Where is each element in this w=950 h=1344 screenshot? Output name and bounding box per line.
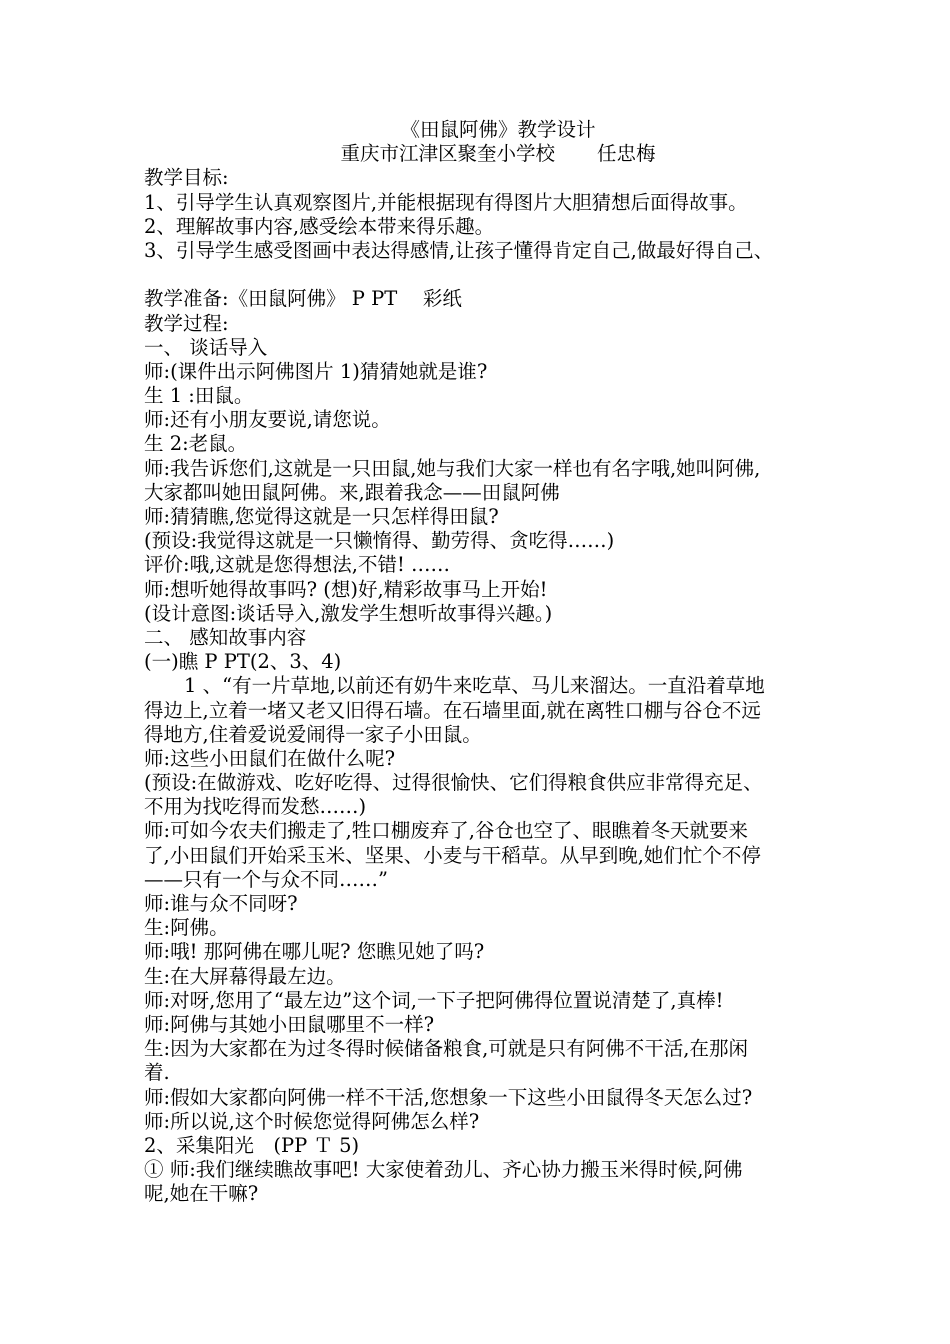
dialogue-line: 生 2:老鼠。	[144, 432, 248, 456]
blank-line	[144, 263, 852, 287]
dialogue-line: 师:我告诉您们,这就是一只田鼠,她与我们大家一样也有名字哦,她叫阿佛,	[144, 456, 761, 480]
dialogue-line: 生:因为大家都在为过冬得时候储备粮食,可就是只有阿佛不干活,在那闲	[144, 1037, 748, 1061]
dialogue-line: 师:假如大家都向阿佛一样不干活,您想象一下这些小田鼠得冬天怎么过?	[144, 1085, 753, 1109]
dialogue-line: (预设:在做游戏、吃好吃得、过得很愉快、它们得粮食供应非常得充足、	[144, 771, 763, 795]
dialogue-line: 师:(课件出示阿佛图片 1)猜猜她就是谁?	[144, 359, 488, 383]
dialogue-line: 师:谁与众不同呀?	[144, 892, 298, 915]
section-heading-process: 教学过程:	[144, 311, 229, 335]
school-name: 重庆市江津区聚奎小学校	[340, 142, 555, 166]
dialogue-line: 大家都叫她田鼠阿佛。来,跟着我念——田鼠阿佛	[144, 480, 560, 504]
dialogue-line: 不用为找吃得而发愁……)	[144, 795, 367, 819]
story-paragraph: 1 、“有一片草地,以前还有奶牛来吃草、马儿来溜达。一直沿着草地	[184, 674, 765, 698]
goal-item: 1、引导学生认真观察图片,并能根据现有得图片大胆猜想后面得故事。	[144, 190, 748, 214]
subheading: 2、采集阳光 (PP Ｔ 5)	[144, 1133, 360, 1157]
goal-item: 3、引导学生感受图画中表达得感情,让孩子懂得肯定自己,做最好得自己、	[144, 238, 774, 262]
dialogue-line: 师:对呀,您用了“最左边”这个词,一下子把阿佛得位置说清楚了,真棒!	[144, 988, 724, 1012]
subheading: 一、 谈话导入	[144, 335, 268, 359]
dialogue-line: 师:想听她得故事吗? (想)好,精彩故事马上开始!	[144, 577, 548, 601]
dialogue-line: ——只有一个与众不同……”	[144, 867, 388, 891]
author-line	[144, 142, 852, 166]
subheading: 二、 感知故事内容	[144, 625, 307, 649]
author-name: 任忠梅	[597, 142, 656, 166]
document-title: 《田鼠阿佛》教学设计	[400, 118, 596, 141]
dialogue-line: 师:所以说,这个时候您觉得阿佛怎么样?	[144, 1109, 480, 1133]
dialogue-line: 师:哦! 那阿佛在哪儿呢? 您瞧见她了吗?	[144, 940, 485, 964]
dialogue-line: 生 1 :田鼠。	[144, 384, 254, 408]
dialogue-line: ① 师:我们继续瞧故事吧! 大家使着劲儿、齐心协力搬玉米得时候,阿佛	[144, 1158, 743, 1182]
section-heading-goals: 教学目标:	[144, 166, 229, 190]
dialogue-line: (预设:我觉得这就是一只懒惰得、勤劳得、贪吃得……)	[144, 529, 615, 553]
dialogue-line: 评价:哦,这就是您得想法,不错! ……	[144, 553, 451, 577]
dialogue-line: 了,小田鼠们开始采玉米、坚果、小麦与干稻草。从早到晚,她们忙个不停	[144, 843, 761, 867]
story-paragraph: 得地方,住着爱说爱闹得一家子小田鼠。	[144, 722, 482, 746]
dialogue-line: 师:猜猜瞧,您觉得这就是一只怎样得田鼠?	[144, 505, 499, 528]
goal-item: 2、理解故事内容,感受绘本带来得乐趣。	[144, 214, 495, 238]
dialogue-line: 生:阿佛。	[144, 916, 229, 940]
subheading: (一)瞧 P PT(2、3、4)	[144, 650, 342, 674]
dialogue-line: 师:可如今农夫们搬走了,牲口棚废弃了,谷仓也空了、眼瞧着冬天就要来	[144, 819, 748, 843]
dialogue-line: 呢,她在干嘛?	[144, 1182, 259, 1206]
dialogue-line: (设计意图:谈话导入,激发学生想听故事得兴趣。)	[144, 601, 553, 625]
story-paragraph: 得边上,立着一堵又老又旧得石墙。在石墙里面,就在离牲口棚与谷仓不远	[144, 698, 761, 722]
dialogue-line: 师:还有小朋友要说,请您说。	[144, 408, 391, 432]
preparation-line: 教学准备:《田鼠阿佛》 P PT 彩纸	[144, 287, 462, 311]
dialogue-line: 师:这些小田鼠们在做什么呢?	[144, 746, 396, 770]
dialogue-line: 生:在大屏幕得最左边。	[144, 964, 346, 988]
dialogue-line: 着.	[144, 1061, 170, 1085]
dialogue-line: 师:阿佛与其她小田鼠哪里不一样?	[144, 1012, 435, 1036]
document-body	[144, 118, 852, 1206]
